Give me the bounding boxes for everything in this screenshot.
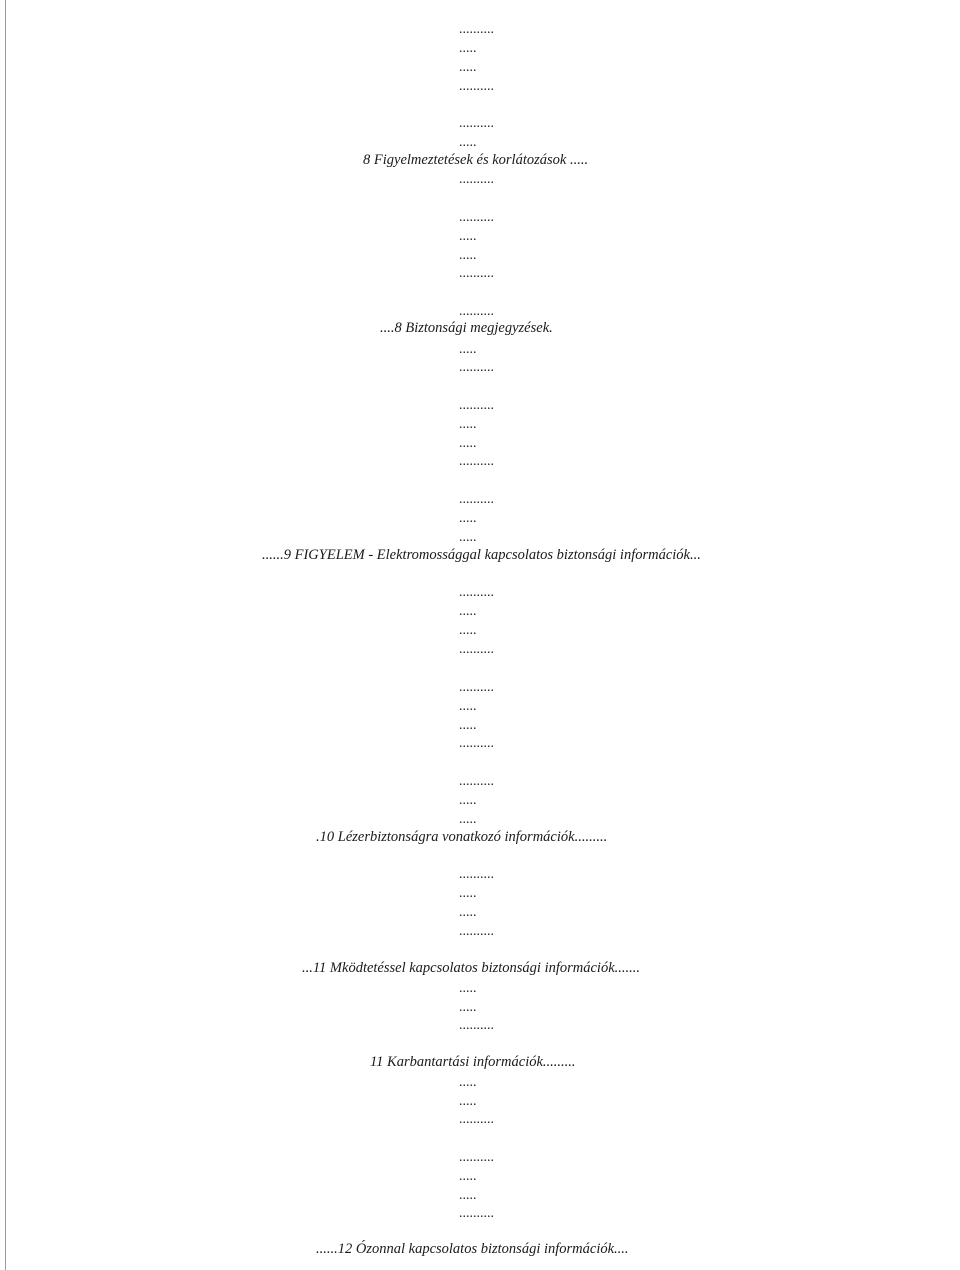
dot-leader: ..... bbox=[459, 248, 477, 263]
dot-leader: .......... bbox=[459, 924, 494, 939]
toc-entry-mukodtetes[interactable]: ...11 Mködtetéssel kapcsolatos biztonsági információk....... bbox=[302, 960, 641, 976]
dot-leader: ..... bbox=[459, 342, 477, 357]
dot-leader: .......... bbox=[459, 172, 494, 187]
dot-leader: ..... bbox=[459, 417, 477, 432]
dot-leader: ..... bbox=[459, 41, 477, 56]
dot-leader: ..... bbox=[459, 1075, 477, 1090]
dot-leader: ..... bbox=[459, 604, 477, 619]
dot-leader: ..... bbox=[459, 1094, 477, 1109]
dot-leader: .......... bbox=[459, 867, 494, 882]
toc-entry-figyelmeztetesek[interactable]: 8 Figyelmeztetések és korlátozások ..... bbox=[363, 152, 589, 168]
dot-leader: .......... bbox=[459, 304, 494, 319]
dot-leader: .......... bbox=[459, 360, 494, 375]
dot-leader: ..... bbox=[459, 530, 477, 545]
dot-leader: .......... bbox=[459, 79, 494, 94]
dot-leader: ..... bbox=[459, 1188, 477, 1203]
toc-entry-biztonsagi-megjegyzesek[interactable]: ....8 Biztonsági megjegyzések. bbox=[380, 320, 553, 336]
dot-leader: .......... bbox=[459, 1206, 494, 1221]
dot-leader: .......... bbox=[459, 398, 494, 413]
dot-leader: .......... bbox=[459, 680, 494, 695]
dot-leader: .......... bbox=[459, 454, 494, 469]
dot-leader: .......... bbox=[459, 1112, 494, 1127]
dot-leader: .......... bbox=[459, 116, 494, 131]
dot-leader: ..... bbox=[459, 135, 477, 150]
dot-leader: .......... bbox=[459, 22, 494, 37]
dot-leader: .......... bbox=[459, 774, 494, 789]
dot-leader: .......... bbox=[459, 585, 494, 600]
dot-leader: ..... bbox=[459, 1169, 477, 1184]
dot-leader: .......... bbox=[459, 1018, 494, 1033]
dot-leader: ..... bbox=[459, 699, 477, 714]
dot-leader: .......... bbox=[459, 210, 494, 225]
dot-leader: .......... bbox=[459, 492, 494, 507]
dot-leader: ..... bbox=[459, 793, 477, 808]
dot-leader: .......... bbox=[459, 1150, 494, 1165]
toc-entry-ozon[interactable]: ......12 Ózonnal kapcsolatos biztonsági információk.... bbox=[316, 1241, 629, 1257]
toc-entry-lezerbiztonsag[interactable]: .10 Lézerbiztonságra vonatkozó információk......... bbox=[316, 829, 608, 845]
dot-leader: .......... bbox=[459, 642, 494, 657]
page-left-border bbox=[5, 0, 6, 1270]
dot-leader: ..... bbox=[459, 511, 477, 526]
toc-entry-elektromossag[interactable]: ......9 FIGYELEM - Elektromossággal kapcsolatos biztonsági információk... bbox=[262, 547, 701, 563]
dot-leader: ..... bbox=[459, 886, 477, 901]
dot-leader: ..... bbox=[459, 812, 477, 827]
dot-leader: ..... bbox=[459, 1000, 477, 1015]
dot-leader: ..... bbox=[459, 905, 477, 920]
dot-leader: ..... bbox=[459, 718, 477, 733]
dot-leader: .......... bbox=[459, 736, 494, 751]
dot-leader: ..... bbox=[459, 60, 477, 75]
dot-leader: ..... bbox=[459, 981, 477, 996]
toc-entry-karbantartas[interactable]: 11 Karbantartási információk......... bbox=[370, 1054, 576, 1070]
dot-leader: ..... bbox=[459, 229, 477, 244]
dot-leader: .......... bbox=[459, 266, 494, 281]
dot-leader: ..... bbox=[459, 436, 477, 451]
dot-leader: ..... bbox=[459, 623, 477, 638]
